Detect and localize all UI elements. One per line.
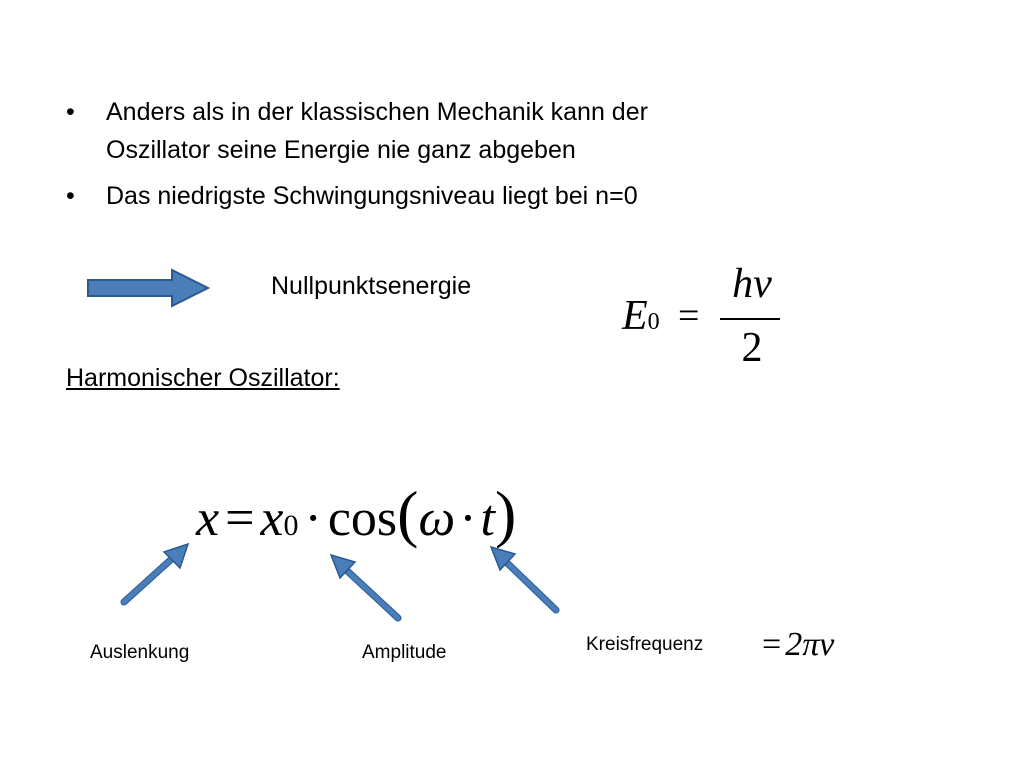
bullet-marker: • bbox=[66, 182, 75, 210]
energy-numerator: hν bbox=[732, 261, 772, 307]
energy-E: E bbox=[622, 293, 648, 339]
omega-definition bbox=[762, 626, 834, 664]
formula-dot: · bbox=[459, 490, 477, 547]
formula-subscript: 0 bbox=[283, 509, 299, 542]
formula-rparen: ) bbox=[494, 478, 517, 549]
bullet-text-line: Das niedrigste Schwingungsniveau liegt bei n=0 bbox=[106, 182, 638, 210]
arrow-to-omega bbox=[491, 547, 556, 610]
formula-x: x bbox=[196, 490, 220, 547]
bullet-text-line: Oszillator seine Energie nie ganz abgeben bbox=[106, 136, 576, 164]
formula-equals: = bbox=[225, 490, 255, 547]
formula-x0: x bbox=[260, 490, 284, 547]
omega-def-value: 2πν bbox=[785, 626, 835, 663]
formula-cos: cos bbox=[327, 490, 398, 547]
arrow-to-x bbox=[124, 544, 188, 602]
formula-omega: ω bbox=[418, 490, 456, 547]
formula-dot: · bbox=[304, 490, 322, 547]
energy-equals: = bbox=[678, 295, 700, 337]
label-amplitude: Amplitude bbox=[362, 642, 447, 663]
bullet-text-line: Anders als in der klassischen Mechanik kann der bbox=[106, 98, 648, 126]
zero-point-energy-label: Nullpunktsenergie bbox=[271, 272, 472, 300]
formula-lparen: ( bbox=[397, 478, 419, 549]
energy-subscript: 0 bbox=[647, 309, 660, 335]
omega-def-equals: = bbox=[762, 626, 782, 663]
arrow-to-x0 bbox=[331, 555, 398, 618]
formula-t: t bbox=[480, 490, 495, 547]
label-kreisfrequenz: Kreisfrequenz bbox=[586, 634, 704, 655]
energy-denominator: 2 bbox=[741, 325, 763, 371]
label-auslenkung: Auslenkung bbox=[90, 642, 190, 663]
section-heading: Harmonischer Oszillator: bbox=[66, 364, 340, 392]
bullet-marker: • bbox=[66, 98, 75, 126]
